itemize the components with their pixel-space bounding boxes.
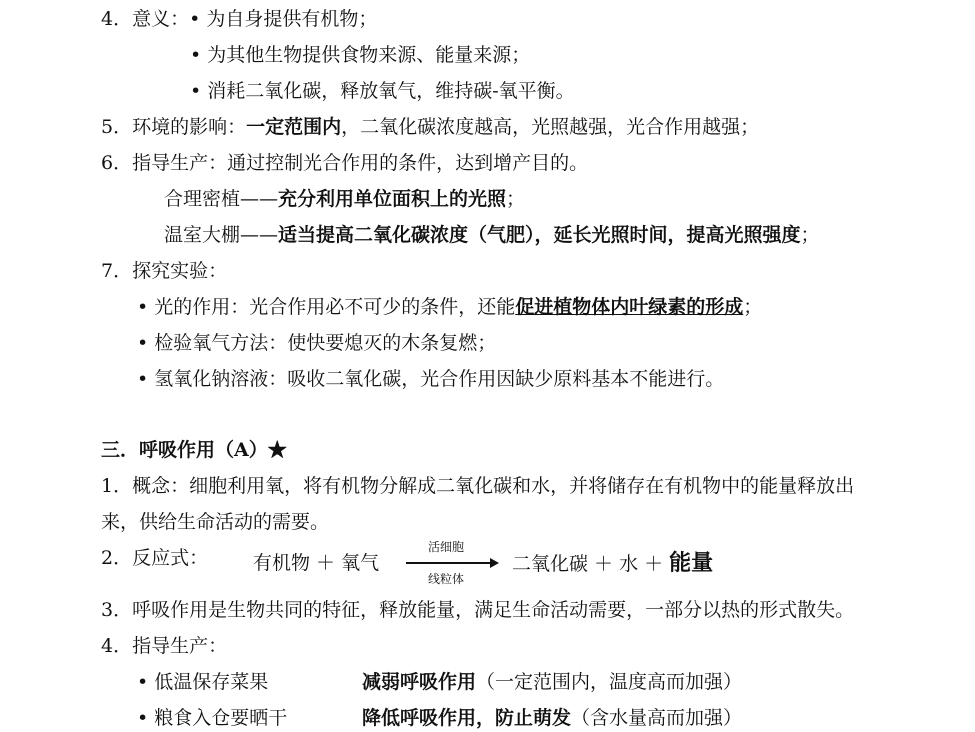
s7-bullet-light: • 光的作用：光合作用必不可少的条件，还能促进植物体内叶绿素的形成； [137,296,763,318]
production-row-2-item: • 粮食入仓要晒干 [137,707,288,729]
reaction-arrow [404,538,500,586]
s4-label: 4．意义：• 为自身提供有机物； [101,8,378,30]
s7-bullet-naoh: • 氢氧化钠溶液：吸收二氧化碳，光合作用因缺少原料基本不能进行。 [137,368,725,390]
s5-bold: 一定范围内 [246,116,342,138]
concept-line-1: 1．概念：细胞利用氧，将有机物分解成二氧化碳和水，并将储存在有机物中的能量释放出 [101,475,855,497]
production-row-1-effect: 减弱呼吸作用（一定范围内，温度高而加强） [362,671,743,693]
arrow-label-top: 活细胞 [428,540,465,554]
arrow-line [406,562,492,564]
feature-line: 3．呼吸作用是生物共同的特征，释放能量，满足生命活动需要，一部分以热的形式散失。 [101,599,855,621]
arrow-label-bottom: 线粒体 [428,572,465,586]
s7-bullet-oxygen: • 检验氧气方法：使快要熄灭的木条复燃； [137,332,497,354]
reaction-energy: 能量 [669,550,714,576]
production-label: 4．指导生产： [101,635,228,657]
s7-label: 7．探究实验： [101,260,228,282]
s7-underlined: 促进植物体内叶绿素的形成 [515,296,744,318]
section-heading: 三．呼吸作用（A）★ [101,439,287,461]
s6-dense-planting: 合理密植——充分利用单位面积上的光照； [164,188,526,210]
reaction-reactants: 有机物 ＋ 氧气 [253,552,380,574]
reaction-products: 二氧化碳 ＋ 水 ＋ 能量 [512,550,714,576]
s4-bullet-1: • 为自身提供有机物； [189,8,378,30]
reaction-label: 2．反应式： [101,547,209,569]
concept-line-2: 来，供给生命活动的需要。 [101,511,330,533]
s4-bullet-3: • 消耗二氧化碳，释放氧气，维持碳-氧平衡。 [190,80,575,102]
s6-line: 6．指导生产：通过控制光合作用的条件，达到增产目的。 [101,152,589,174]
arrow-head-icon [490,558,499,568]
s6-greenhouse: 温室大棚——适当提高二氧化碳浓度（气肥），延长光照时间，提高光照强度； [164,224,820,246]
s5-line: 5．环境的影响：一定范围内，二氧化碳浓度越高，光照越强，光合作用越强； [101,116,760,138]
s4-bullet-2: • 为其他生物提供食物来源、能量来源； [190,44,531,66]
production-row-2-effect: 降低呼吸作用，防止萌发（含水量高而加强） [362,707,743,729]
production-row-1-item: • 低温保存菜果 [137,671,269,693]
